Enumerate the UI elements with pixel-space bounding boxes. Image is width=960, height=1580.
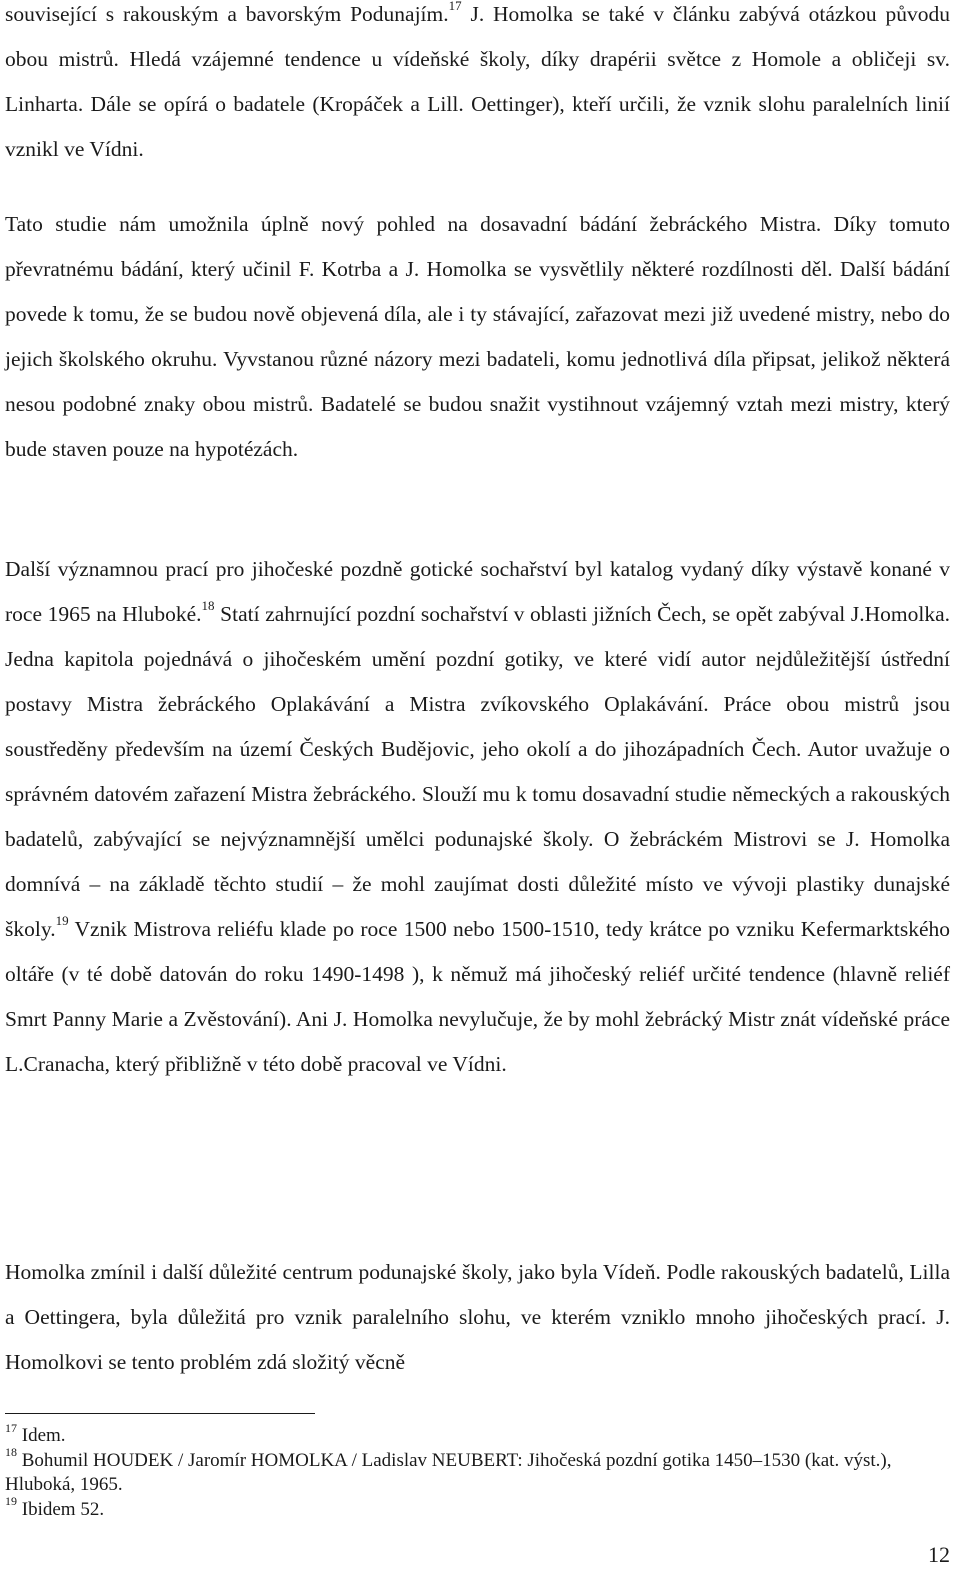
footnotes bbox=[5, 1420, 950, 1522]
footnote-number: 17 bbox=[5, 1420, 17, 1435]
footnote-separator bbox=[5, 1413, 315, 1414]
footnote-18 bbox=[5, 1445, 950, 1498]
footnote-19 bbox=[5, 1494, 950, 1523]
footnote-ref-18[interactable]: 18 bbox=[201, 597, 215, 613]
paragraph-4-text: Homolka zmínil i další důležité centrum podunajské školy, jako byla Vídeň. Podle rakouských badatelů, Lilla a Oettingera, byla důležitá pro vznik paralelního slohu, ve kterém vzniklo mnoho jihočeských prací. J. Homolkovi se tento problém zdá složitý věcně bbox=[5, 1260, 950, 1374]
footnote-number: 19 bbox=[5, 1494, 17, 1509]
footnote-17 bbox=[5, 1420, 950, 1449]
footnote-ref-17[interactable]: 17 bbox=[448, 0, 462, 13]
paragraph-2 bbox=[5, 202, 950, 472]
footnote-number: 18 bbox=[5, 1445, 17, 1460]
paragraph-1-text-a: související s rakouským a bavorským Podunajím. bbox=[5, 2, 449, 26]
paragraph-3-text-c: Vznik Mistrova reliéfu klade po roce 1500 nebo 1500-1510, tedy krátce po vzniku Kefermarktského oltáře (v té době datován do roku 1490-1498 ), k němuž má jihočeský reliéf určité tendence (hlavně reliéf Smrt Panny Marie a Zvěstování). Ani J. Homolka nevylučuje, že by mohl žebrácký Mistr znát vídeňské práce L.Cranacha, který přibližně v této době pracoval ve Vídni. bbox=[5, 917, 950, 1076]
footnote-text: Ibidem 52. bbox=[17, 1498, 105, 1520]
footnote-text: Idem. bbox=[17, 1425, 66, 1446]
paragraph-1 bbox=[5, 0, 950, 172]
footnote-text: Bohumil HOUDEK / Jaromír HOMOLKA / Ladislav NEUBERT: Jihočeská pozdní gotika 1450–1530 (kat. výst.), Hluboká, 1965. bbox=[5, 1449, 892, 1495]
paragraph-4 bbox=[5, 1250, 950, 1385]
paragraph-1-text-b: J. Homolka se také v článku zabývá otázkou původu obou mistrů. Hledá vzájemné tendence u vídeňské školy, díky drapérii světce z Homole a obličeji sv. Linharta. Dále se opírá o badatele (Kropáček a Lill. Oettinger), kteří určili, že vznik slohu paralelních linií vznikl ve Vídni. bbox=[5, 2, 950, 161]
paragraph-3-text-a: Další významnou prací pro jihočeské pozdně gotické sochařství byl katalog vydaný díky výstavě konané v roce 1965 na Hluboké. bbox=[5, 557, 950, 626]
page-number: 12 bbox=[928, 1542, 950, 1567]
paragraph-2-text: Tato studie nám umožnila úplně nový pohled na dosavadní bádání žebráckého Mistra. Díky tomuto převratnému bádání, který učinil F. Kotrba a J. Homolka se vysvětlily některé rozdílnosti děl. Další bádání povede k tomu, že se budou nově objevená díla, ale i ty stávající, zařazovat mezi již uvedené mistry, nebo do jejich školského okruhu. Vyvstanou různé názory mezi badateli, komu jednotlivá díla připsat, jelikož některá nesou podobné znaky obou mistrů. Badatelé se budou snažit vystihnout vzájemný vztah mezi mistry, který bude staven pouze na hypotézách. bbox=[5, 212, 950, 461]
footnote-ref-19[interactable]: 19 bbox=[55, 912, 69, 928]
paragraph-3-text-b: Statí zahrnující pozdní sochařství v oblasti jižních Čech, se opět zabýval J.Homolka. Jedna kapitola pojednává o jihočeském umění pozdní gotiky, ve které vidí autor nejdůležitější ústřední postavy Mistra žebráckého Oplakávání a Mistra zvíkovského Oplakávání. Práce obou mistrů jsou soustředěny především na území Českých Budějovic, jeho okolí a do jihozápadních Čech. Autor uvažuje o správném datovém zařazení Mistra žebráckého. Slouží mu k tomu dosavadní studie německých a rakouských badatelů, zabývající se nejvýznamnější umělci podunajské školy. O žebráckém Mistrovi se J. Homolka domnívá – na základě těchto studií – že mohl zaujímat dosti důležité místo ve vývoji plastiky dunajské školy. bbox=[5, 602, 950, 941]
paragraph-3 bbox=[5, 547, 950, 1087]
